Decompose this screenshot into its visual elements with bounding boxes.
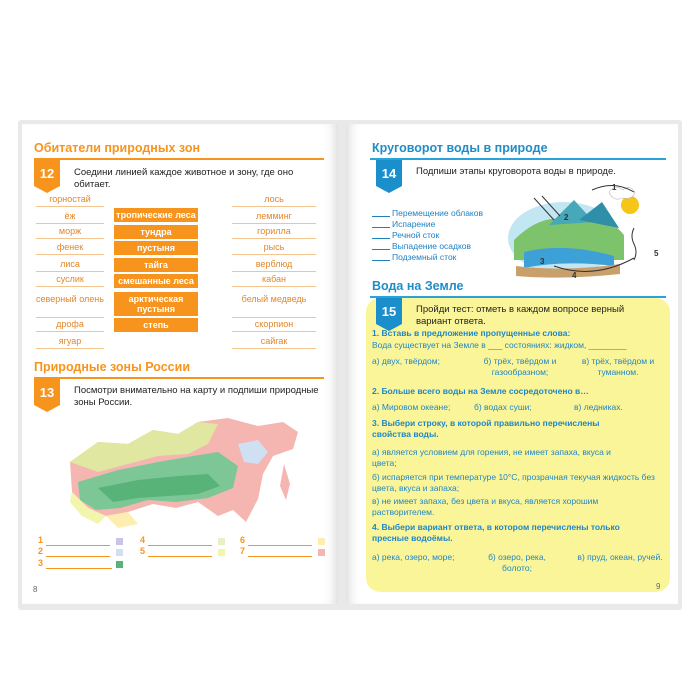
task-15-badge: 15 bbox=[376, 298, 402, 324]
animal-word-right[interactable]: лемминг bbox=[232, 211, 316, 224]
legend-answer-line[interactable] bbox=[46, 568, 112, 569]
animal-word-left[interactable]: ягуар bbox=[36, 336, 104, 349]
diagram-number-2: 2 bbox=[564, 213, 569, 222]
legend-number: 6 bbox=[240, 535, 246, 545]
legend-answer-line[interactable] bbox=[148, 545, 212, 546]
legend-color-swatch bbox=[116, 538, 123, 545]
legend-answer-line[interactable] bbox=[46, 545, 110, 546]
legend-answer-line[interactable] bbox=[46, 556, 110, 557]
animal-word-left[interactable]: лиса bbox=[36, 259, 104, 272]
zone-box[interactable]: тундра bbox=[114, 225, 198, 239]
animal-word-right[interactable]: горилла bbox=[232, 226, 316, 239]
task-12-text: Соедини линией каждое животное и зону, где оно обитает. bbox=[74, 167, 294, 190]
diagram-number-5: 5 bbox=[654, 249, 659, 258]
quiz-q1-option-c[interactable]: в) трёх, твёрдом и туманном. bbox=[581, 356, 655, 377]
legend-color-swatch bbox=[218, 538, 225, 545]
task-12-badge: 12 bbox=[34, 160, 60, 186]
zone-box[interactable]: тропические леса bbox=[114, 208, 198, 222]
animal-word-right[interactable]: кабан bbox=[232, 274, 316, 287]
animal-word-right[interactable]: белый медведь bbox=[232, 294, 316, 318]
task-15-text: Пройди тест: отметь в каждом вопросе верный вариант ответа. bbox=[416, 304, 625, 327]
legend-answer-line[interactable] bbox=[148, 556, 212, 557]
quiz-q4-option-c[interactable]: в) пруд, океан, ручей. bbox=[577, 552, 663, 562]
quiz-q1-option-b[interactable]: б) трёх, твёрдом и газообразном; bbox=[483, 356, 557, 377]
legend-color-swatch bbox=[116, 549, 123, 556]
diagram-number-1: 1 bbox=[612, 183, 617, 192]
animal-word-left[interactable]: северный олень bbox=[36, 294, 104, 318]
page-number-left: 8 bbox=[33, 585, 38, 594]
quiz-question-1-sentence: Вода существует на Земле в ___ состояниях: жидком, ________ bbox=[372, 340, 627, 350]
animal-word-left[interactable]: ёж bbox=[36, 211, 104, 224]
zone-box[interactable]: пустыня bbox=[114, 241, 198, 255]
diagram-number-3: 3 bbox=[540, 257, 545, 266]
cycle-stage-label: Речной сток bbox=[392, 230, 440, 240]
section-rule bbox=[34, 158, 324, 160]
cycle-stage-blank[interactable] bbox=[372, 230, 390, 239]
animal-word-right[interactable]: скорпион bbox=[232, 319, 316, 332]
animal-word-left[interactable]: дрофа bbox=[36, 319, 104, 332]
zone-box[interactable]: степь bbox=[114, 318, 198, 332]
legend-color-swatch bbox=[318, 538, 325, 545]
legend-number: 7 bbox=[240, 546, 246, 556]
section-rule bbox=[34, 377, 324, 379]
quiz-question-1: 1. Вставь в предложение пропущенные слова: bbox=[372, 328, 571, 338]
quiz-question-3: 3. Выбери строку, в которой правильно перечислены свойства воды. bbox=[372, 418, 600, 439]
animal-word-right[interactable]: верблюд bbox=[232, 259, 316, 272]
animal-word-left[interactable]: морж bbox=[36, 226, 104, 239]
legend-answer-line[interactable] bbox=[248, 556, 312, 557]
zone-box[interactable]: смешанные леса bbox=[114, 274, 198, 288]
legend-number: 5 bbox=[140, 546, 146, 556]
quiz-q2-option-a[interactable]: а) Мировом океане; bbox=[372, 402, 451, 412]
page-number-right: 9 bbox=[656, 582, 661, 591]
zone-box[interactable]: тайга bbox=[114, 258, 198, 272]
quiz-q1-option-a[interactable]: а) двух, твёрдом; bbox=[372, 356, 440, 366]
animal-word-left[interactable]: горностай bbox=[36, 194, 104, 207]
section-title-water-on-earth: Вода на Земле bbox=[372, 279, 464, 293]
quiz-q4-option-a[interactable]: а) река, озеро, море; bbox=[372, 552, 455, 562]
quiz-q2-option-c[interactable]: в) ледниках. bbox=[574, 402, 623, 412]
animal-word-left[interactable]: суслик bbox=[36, 274, 104, 287]
task-14-badge: 14 bbox=[376, 160, 402, 186]
cycle-stage-label: Испарение bbox=[392, 219, 436, 229]
section-title-russia-zones: Природные зоны России bbox=[34, 360, 190, 374]
task-13-text: Посмотри внимательно на карту и подпиши природные зоны России. bbox=[74, 385, 319, 408]
legend-color-swatch bbox=[116, 561, 123, 568]
legend-number: 2 bbox=[38, 546, 44, 556]
cycle-stage-blank[interactable] bbox=[372, 208, 390, 217]
legend-answer-line[interactable] bbox=[248, 545, 312, 546]
legend-number: 4 bbox=[140, 535, 146, 545]
zone-box[interactable]: арктическая пустыня bbox=[114, 292, 198, 316]
animal-word-right[interactable]: лось bbox=[232, 194, 316, 207]
task-14-text: Подпиши этапы круговорота воды в природе. bbox=[416, 166, 616, 177]
section-title-inhabitants: Обитатели природных зон bbox=[34, 141, 201, 155]
quiz-question-4: 4. Выбери вариант ответа, в котором перечислены только пресные водоёмы. bbox=[372, 522, 620, 543]
water-cycle-diagram bbox=[494, 180, 670, 280]
quiz-q4-option-b[interactable]: б) озеро, река, болото; bbox=[488, 552, 546, 573]
animal-word-right[interactable]: сайгак bbox=[232, 336, 316, 349]
cycle-stage-blank[interactable] bbox=[372, 241, 390, 250]
animal-word-right[interactable]: рысь bbox=[232, 242, 316, 255]
section-title-water-cycle: Круговорот воды в природе bbox=[372, 141, 548, 155]
cycle-stage-blank[interactable] bbox=[372, 219, 390, 228]
legend-number: 3 bbox=[38, 558, 44, 568]
quiz-q2-option-b[interactable]: б) водах суши; bbox=[474, 402, 532, 412]
cycle-stage-label: Перемещение облаков bbox=[392, 208, 483, 218]
cycle-stage-blank[interactable] bbox=[372, 252, 390, 261]
cycle-stage-label: Подземный сток bbox=[392, 252, 457, 262]
quiz-q3-option-c[interactable]: в) не имеет запаха, без цвета и вкуса, является хорошим растворителем. bbox=[372, 496, 599, 517]
cycle-stage-label: Выпадение осадков bbox=[392, 241, 472, 251]
animal-word-left[interactable]: фенек bbox=[36, 242, 104, 255]
quiz-q3-option-b[interactable]: б) испаряется при температуре 10°С, прозрачная текучая жидкость без цвета, вкуса и запаха; bbox=[372, 472, 655, 493]
task-13-badge: 13 bbox=[34, 379, 60, 405]
diagram-number-4: 4 bbox=[572, 271, 577, 280]
legend-color-swatch bbox=[318, 549, 325, 556]
quiz-q3-option-a[interactable]: а) является условием для горения, не имеет запаха, вкуса и цвета; bbox=[372, 447, 611, 468]
legend-color-swatch bbox=[218, 549, 225, 556]
quiz-question-2: 2. Больше всего воды на Земле сосредоточено в… bbox=[372, 386, 589, 396]
section-rule bbox=[370, 158, 666, 160]
legend-number: 1 bbox=[38, 535, 44, 545]
russia-zones-map bbox=[58, 404, 308, 534]
